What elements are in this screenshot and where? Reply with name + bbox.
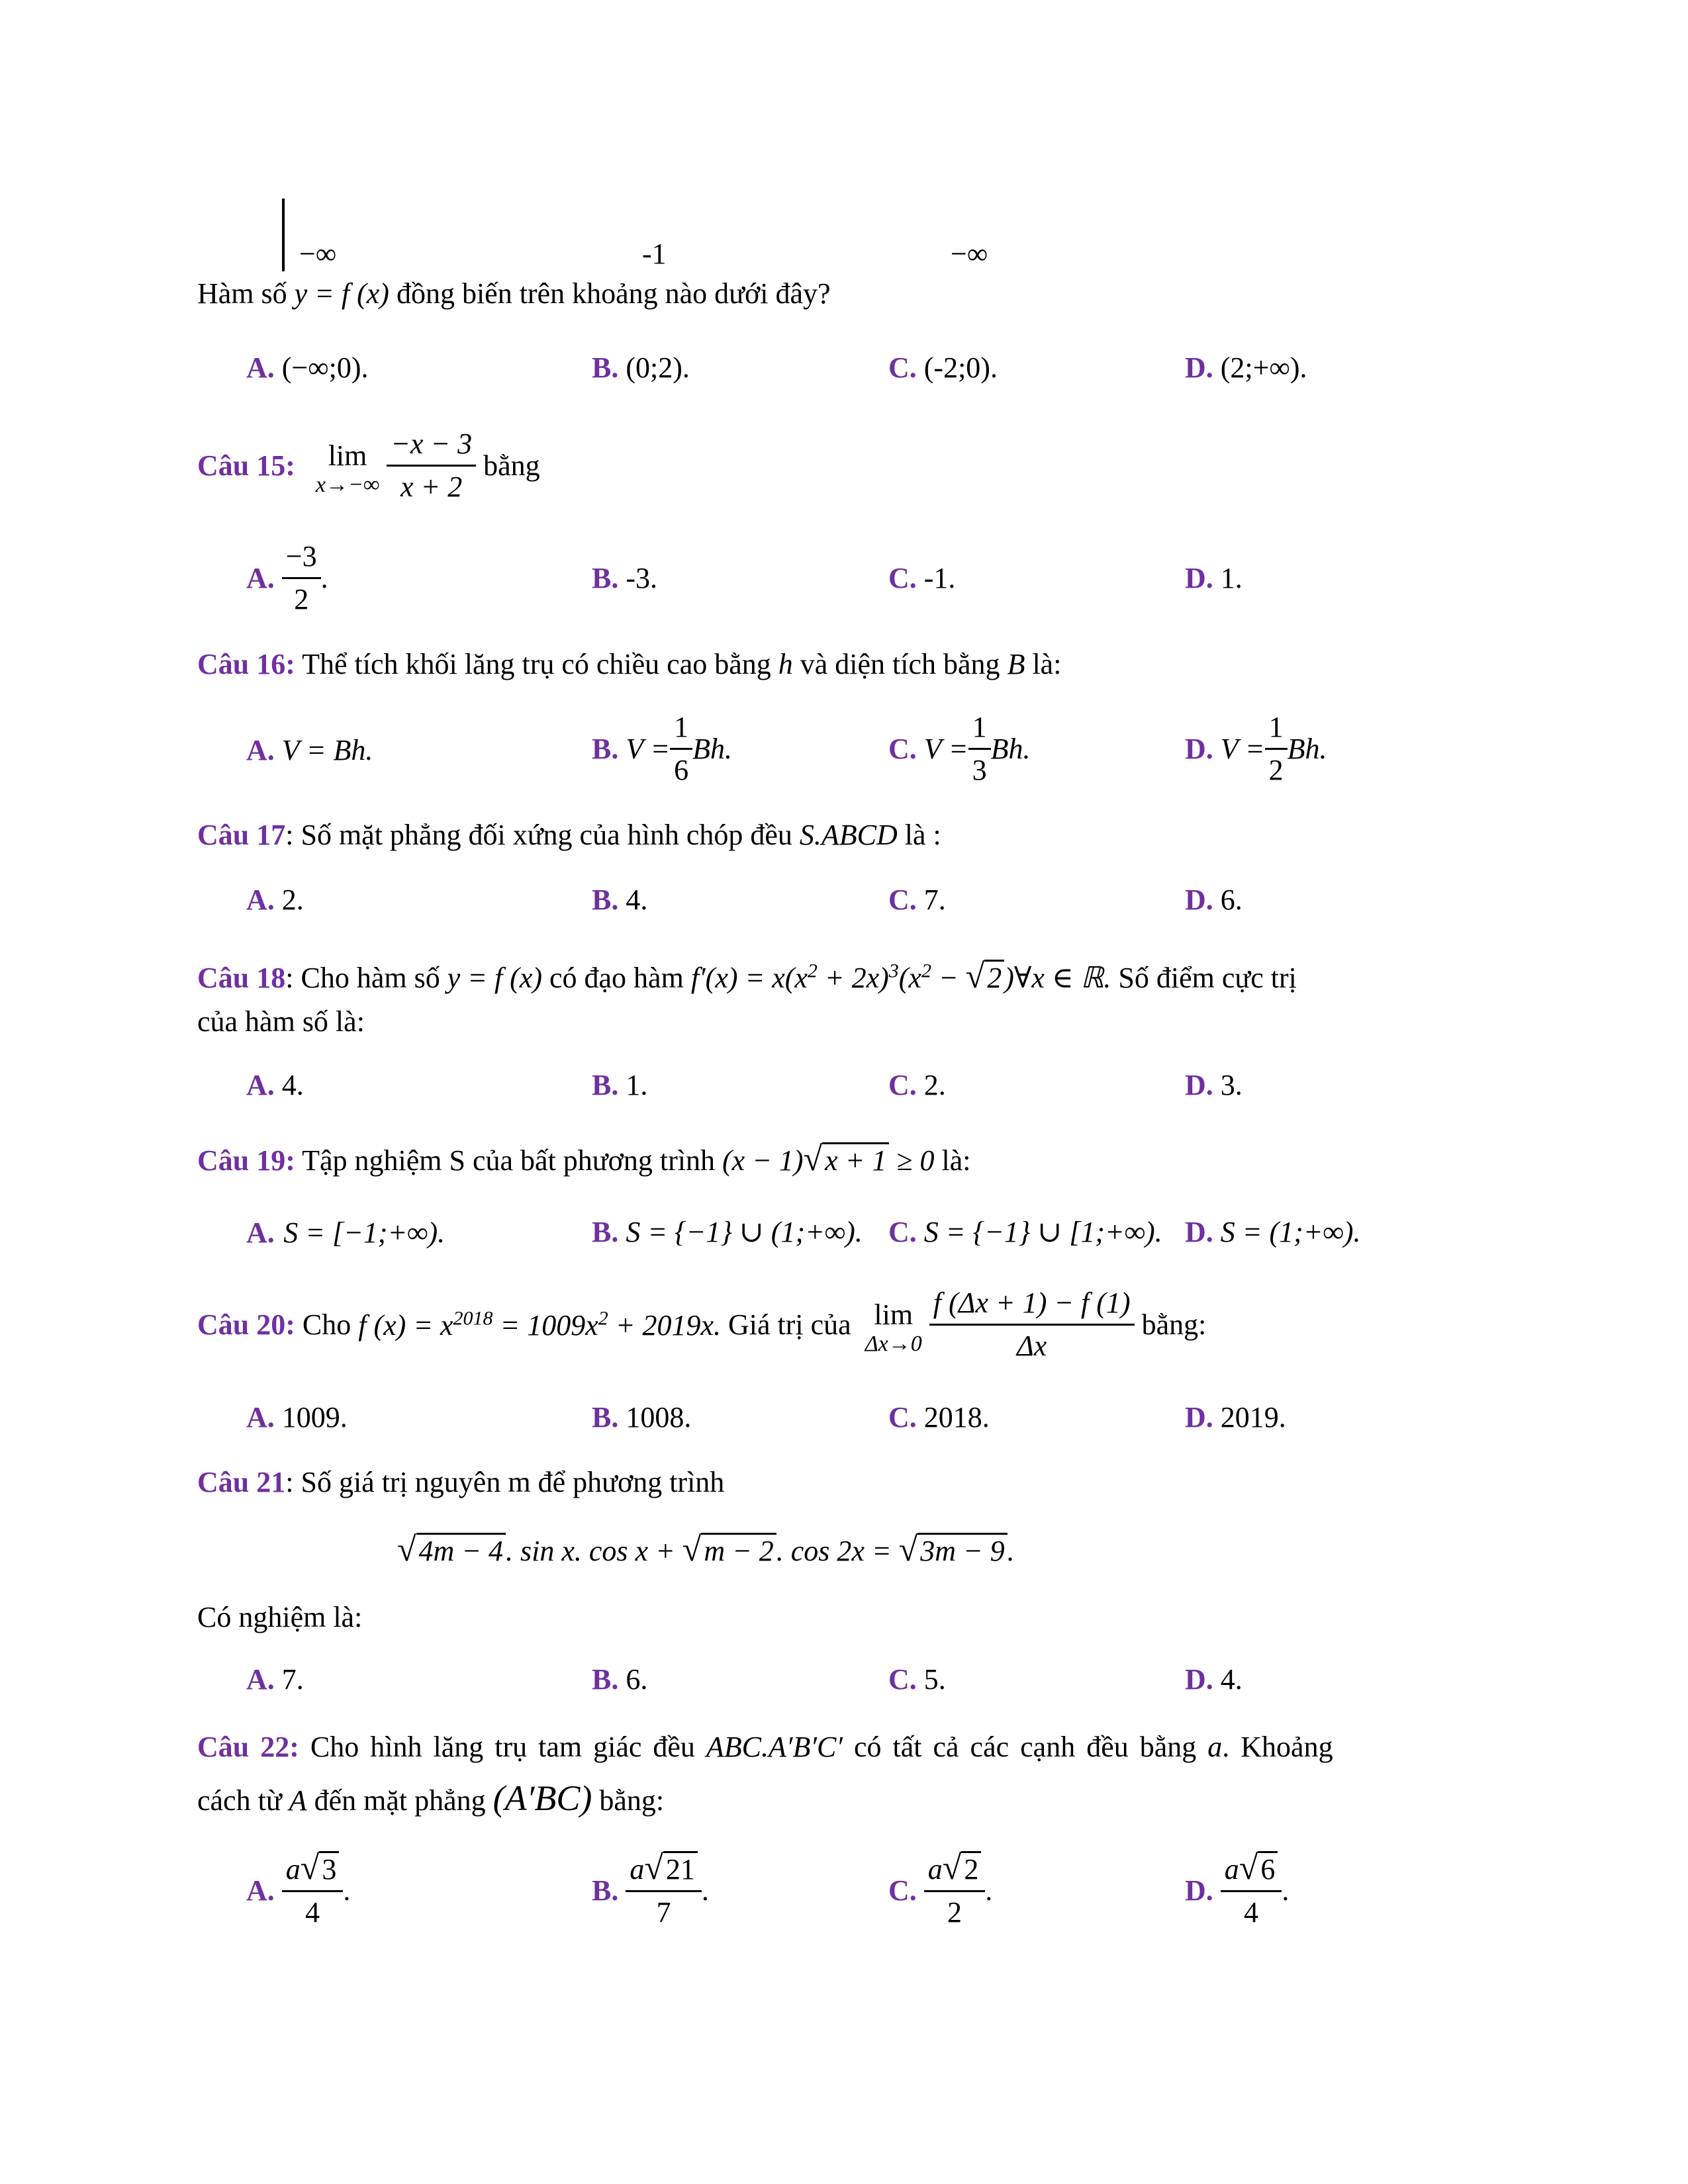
option-label: C. [888,1874,917,1907]
q18-option-c [888,1068,946,1102]
option-label: A. [246,562,275,594]
option-label: A. [246,1401,275,1433]
option-text: S = [−1;+∞). [283,1216,445,1249]
question-label: Câu 22: [197,1731,299,1763]
question-label: Câu 15: [197,449,295,482]
fraction-numerator: 1 [1265,707,1288,750]
option-label: A. [246,884,275,916]
option-dot: . [985,1874,993,1907]
option-label: D. [1185,1874,1213,1907]
q16-stem-a: Thể tích khối lăng trụ có chiều cao bằng [302,648,771,680]
radicand: m − 2 [701,1533,776,1567]
option-pre: V = [1220,733,1265,765]
fraction-numerator: 1 [968,707,991,750]
q17-option-d [1185,883,1243,917]
option-text: 4. [626,884,648,916]
option-text: S = {−1} ∪ [1;+∞). [923,1216,1162,1248]
option-text: (0;2). [626,351,690,384]
q18-stem-a: Cho hàm số [301,962,440,994]
option-text: 2018. [923,1401,990,1433]
q21-stem [197,1465,724,1499]
option-label: C. [888,1069,917,1101]
q22-line2-c: bằng: [599,1784,665,1817]
question-label: Câu 20: [197,1308,295,1341]
option-pre: V = [626,733,671,765]
option-label: C. [888,562,917,594]
option-label: B. [592,1216,619,1248]
fraction-denominator: 3 [972,754,987,786]
q20-option-c [888,1400,990,1434]
q21-option-d [1185,1662,1243,1696]
q22-line2-b: đến mặt phẳng [314,1784,486,1817]
q17-option-b [592,883,647,917]
option-label: A. [246,1069,275,1101]
q14-option-a [246,351,369,385]
option-fraction [968,707,991,791]
question-label: Câu 21 [197,1466,286,1498]
q17-object: S.ABCD [799,819,898,851]
option-text: 1. [1220,562,1243,594]
q18-func: y = f (x) [447,962,542,994]
option-label: B. [592,351,619,384]
option-label: D. [1185,1216,1213,1248]
option-label: C. [888,733,917,765]
fraction-denominator: 2 [947,1896,962,1929]
fraction-numerator: −3 [282,536,321,579]
option-post: Bh. [990,733,1031,765]
q20-option-b [592,1400,691,1434]
option-label: B. [592,1874,619,1907]
q22-option-c [888,1848,992,1933]
option-text: (-2;0). [923,351,998,384]
lim-word: lim [874,1298,914,1331]
option-label: A. [246,351,275,384]
option-fraction [670,707,692,791]
fraction-numerator: −x − 3 [387,424,476,467]
option-label: C. [888,1663,917,1696]
lim-subscript: Δx→0 [865,1331,922,1356]
option-text: 7. [281,1663,304,1696]
q22-plane: (A′BC) [492,1778,592,1818]
question-label: Câu 17 [197,819,286,851]
q16-h: h [778,648,793,680]
q14-func: y = f (x) [294,277,389,310]
q16-option-b [592,707,732,791]
q21-option-c [888,1662,946,1696]
option-fraction: $\frac{a√2}{2}$ [924,1848,986,1933]
q18-line2: của hàm số là: [197,1005,365,1038]
q22-line2-a: cách từ [197,1784,282,1817]
q22-prism: ABC.A′B′C′ [706,1731,843,1763]
q20-option-a [246,1400,348,1434]
q20-function: f $(x) = x^{2018} = 1009x^2 + 2019x$. [358,1307,722,1342]
q20-fraction [929,1283,1135,1367]
q17-option-a [246,883,304,917]
option-label: A. [246,1663,275,1696]
q18-option-d [1185,1068,1243,1102]
q21-line3: Có nghiệm là: [197,1601,363,1633]
q18-option-b [592,1068,647,1102]
option-fraction [1265,707,1288,791]
q20-option-d [1185,1400,1286,1434]
question-label: Câu 19: [197,1144,295,1177]
option-label: D. [1185,884,1213,916]
q21-option-b [592,1662,647,1696]
option-label: D. [1185,1663,1213,1696]
option-text: V = Bh. [281,734,373,766]
option-label: D. [1185,733,1213,765]
fraction-denominator: 4 [1244,1896,1259,1929]
option-dot: . [343,1874,351,1907]
q14-stem-b: đồng biến trên khoảng nào dưới đây? [396,277,831,310]
q14-option-c [888,351,998,385]
option-label: D. [1185,1401,1213,1433]
table-cell-right: −∞ [951,238,988,270]
table-cell-mid: -1 [642,238,667,270]
option-text: -3. [626,562,658,594]
option-label: C. [888,1401,917,1433]
q22-option-d [1185,1848,1289,1933]
equation-part: . sin x. cos x + [506,1535,682,1567]
q15-stem [197,424,540,508]
q18-option-a [246,1068,304,1102]
q16-stem [197,647,1061,681]
question-colon: : [285,819,294,851]
question-colon: : [285,962,294,994]
q22-stem-c: . Khoảng [1222,1731,1333,1763]
q18-stem-b: có đạo hàm [549,962,684,994]
q14-stem-a: Hàm số [197,277,287,310]
q15-limit [316,437,379,495]
option-label: C. [888,351,917,384]
option-label: A. [246,734,275,766]
q17-stem [197,818,941,852]
fraction-denominator: 7 [656,1896,671,1929]
option-text: 1009. [281,1401,348,1433]
q16-option-a [246,733,373,767]
option-label: C. [888,884,917,916]
table-border [282,199,285,271]
q20-tail: bằng: [1141,1308,1207,1341]
option-text: 2. [923,1069,946,1101]
q14-option-b [592,351,690,385]
option-post: Bh. [692,733,733,765]
option-fraction: $\frac{a√3}{4}$ [282,1848,344,1933]
fraction-numerator: 1 [670,707,692,750]
q15-tail: bằng [483,449,540,482]
q20-stem [197,1283,1206,1367]
fraction-denominator: Δx [1016,1330,1047,1362]
option-text: (2;+∞). [1220,351,1307,384]
fraction-numerator: f (Δx + 1) − f (1) [929,1283,1135,1326]
q19-stem-text: Tập nghiệm S của bất phương trình [302,1144,716,1177]
option-text: -1. [923,562,956,594]
q17-stem-text: Số mặt phẳng đối xứng của hình chóp đều [301,819,792,851]
option-text: 3. [1220,1069,1243,1101]
q18-stem [197,957,1297,996]
q19-option-b [592,1215,863,1249]
q15-fraction [387,424,476,508]
option-text: 1008. [626,1401,692,1433]
q19-option-c [888,1215,1162,1249]
option-label: D. [1185,351,1213,384]
q17-option-c [888,883,946,917]
option-text: 2019. [1220,1401,1286,1433]
q17-tail: là : [904,819,941,851]
q22-point-A: A [289,1784,307,1817]
option-fraction [282,536,321,620]
option-text: 6. [626,1663,648,1696]
q16-stem-c: là: [1032,648,1062,680]
option-text: (−∞;0). [281,351,369,384]
equation-part: . [1007,1535,1015,1567]
q21-equation: √4m − 4. sin x. cos x + √m − 2. cos 2x = √3m − 9. [397,1531,1015,1569]
question-label: Câu 16: [197,648,295,680]
q22-option-b [592,1848,709,1933]
question-colon: : [285,1466,294,1498]
option-label: B. [592,562,619,594]
option-label: C. [888,1216,917,1248]
option-label: B. [592,1663,619,1696]
fraction-denominator: 2 [294,583,309,615]
q19-option-a [246,1210,445,1251]
q15-option-d [1185,561,1243,595]
q15-option-c [888,561,955,595]
q19-tail: là: [941,1144,971,1177]
question-label: Câu 18 [197,962,286,994]
lim-subscript: x→−∞ [315,472,380,497]
q22-a: a [1207,1731,1223,1763]
option-text: 5. [923,1663,946,1696]
option-label: A. [246,1216,275,1249]
q22-line2 [197,1778,664,1819]
q18-derivative: $f'(x) = x(x^2 + 2x)^3(x^2$ − √2)∀x ∈ ℝ. [690,958,1111,995]
table-cell-left: −∞ [299,238,337,270]
option-label: B. [592,1401,619,1433]
option-label: B. [592,1069,619,1101]
option-dot: . [1282,1874,1289,1907]
q15-option-a [246,536,328,620]
q14-stem [197,277,831,310]
option-text: 4. [1220,1663,1243,1696]
q19-stem [197,1140,970,1179]
option-fraction: $\frac{a√6}{4}$ [1221,1848,1282,1933]
radicand: 3m − 9 [917,1533,1007,1567]
option-text: 4. [281,1069,304,1101]
q21-stem-text: Số giá trị nguyên m để phương trình [301,1466,725,1498]
q22-stem-b: có tất cả các cạnh đều bằng [853,1731,1197,1763]
q16-B: B [1007,648,1025,680]
q20-limit [865,1296,922,1354]
q16-option-c [888,707,1030,791]
option-label: D. [1185,1069,1213,1101]
option-post: Bh. [1287,733,1327,765]
option-label: D. [1185,562,1213,594]
q20-stem-text: Cho [302,1308,352,1341]
option-pre: V = [923,733,968,765]
q19-expression: (x − 1)√x + 1 ≥ 0 [722,1140,935,1178]
q22-stem [197,1730,1483,1764]
fraction-denominator: 4 [305,1896,320,1929]
radicand: 4m − 4 [416,1533,506,1567]
equation-part: . cos 2x = [776,1535,899,1567]
option-dot: . [701,1874,709,1907]
q22-stem-a: Cho hình lăng trụ tam giác đều [310,1731,695,1763]
option-label: B. [592,733,619,765]
q20-stem-b: Giá trị của [728,1308,851,1341]
fraction-denominator: 6 [674,754,689,786]
q16-option-d [1185,707,1327,791]
q22-option-a [246,1848,350,1933]
option-label: A. [246,1874,275,1907]
option-text: S = (1;+∞). [1220,1216,1361,1248]
fraction-denominator: 2 [1268,754,1284,786]
lim-word: lim [328,439,367,472]
q19-option-d [1185,1215,1361,1249]
option-text: S = {−1} ∪ (1;+∞). [626,1216,863,1248]
q14-option-d [1185,351,1307,385]
option-fraction: $\frac{a√21}{7}$ [626,1848,702,1933]
q15-option-b [592,561,657,595]
option-text: 1. [626,1069,648,1101]
option-dot: . [320,562,328,594]
option-text: 2. [281,884,304,916]
fraction-denominator: x + 2 [400,471,463,503]
option-label: B. [592,884,619,916]
option-text: 7. [923,884,946,916]
q16-stem-b: và diện tích bằng [800,648,1000,680]
q18-stem-c: Số điểm cực trị [1118,962,1297,994]
option-text: 6. [1220,884,1243,916]
q21-option-a [246,1662,304,1696]
